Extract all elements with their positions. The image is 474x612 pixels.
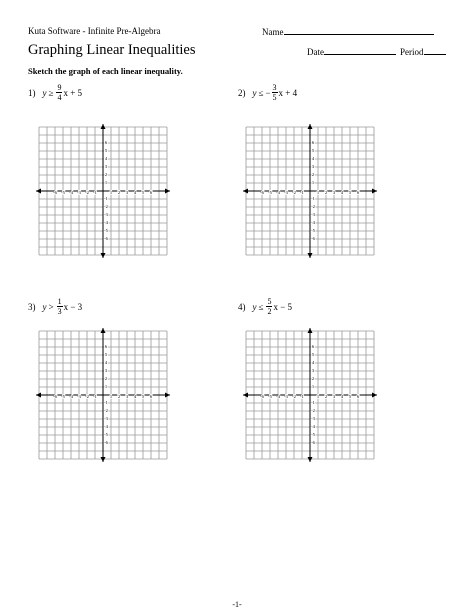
x-tick-label: 1 [316, 190, 320, 196]
x-tick-label: -2 [85, 394, 89, 400]
x-tick-label: 5 [348, 394, 352, 400]
y-tick-label: 1 [311, 180, 315, 186]
y-tick-label: 3 [311, 368, 315, 374]
y-tick-label: 4 [104, 156, 108, 162]
y-arrow-up [101, 124, 106, 129]
x-tick-label: -1 [300, 394, 304, 400]
y-tick-label: -2 [104, 408, 108, 414]
y-tick-label: 1 [311, 384, 315, 390]
x-tick-label: -5 [61, 190, 65, 196]
x-tick-label: -4 [69, 190, 73, 196]
y-tick-label: -4 [311, 424, 315, 430]
expression-rest: x + 4 [278, 87, 298, 98]
x-arrow-right [372, 189, 377, 194]
y-tick-label: -6 [311, 236, 315, 242]
instructions: Sketch the graph of each linear inequality. [28, 66, 183, 76]
x-tick-label: -5 [268, 190, 272, 196]
x-tick-label: -3 [77, 394, 81, 400]
y-tick-label: 5 [104, 352, 108, 358]
y-tick-label: 6 [311, 344, 315, 350]
y-tick-label: -6 [104, 236, 108, 242]
expression-rest: x + 5 [63, 87, 83, 98]
problem-number: 2) [238, 87, 246, 98]
name-blank[interactable] [284, 26, 434, 35]
x-tick-label: 3 [125, 394, 129, 400]
y-arrow-up [308, 328, 313, 333]
y-tick-label: -2 [311, 408, 315, 414]
y-tick-label: -5 [104, 432, 108, 438]
x-tick-label: 3 [125, 190, 129, 196]
coordinate-grid-4[interactable] [243, 328, 377, 462]
problem-number: 3) [28, 301, 36, 312]
x-tick-label: 6 [149, 190, 153, 196]
x-tick-label: 1 [109, 190, 113, 196]
x-tick-label: 2 [117, 190, 121, 196]
relation: > [48, 301, 54, 312]
problem-4 [238, 297, 292, 316]
x-tick-label: -4 [276, 190, 280, 196]
y-tick-label: 4 [311, 360, 315, 366]
x-tick-label: 4 [340, 394, 344, 400]
x-tick-label: -4 [69, 394, 73, 400]
x-tick-label: -5 [61, 394, 65, 400]
y-tick-label: 6 [104, 140, 108, 146]
x-tick-label: -3 [284, 394, 288, 400]
x-tick-label: 6 [356, 394, 360, 400]
variable: y [42, 87, 47, 98]
y-tick-label: 3 [104, 164, 108, 170]
y-tick-label: -4 [311, 220, 315, 226]
x-tick-label: -2 [292, 190, 296, 196]
variable: y [252, 301, 257, 312]
fraction [266, 297, 272, 316]
x-tick-label: 5 [348, 190, 352, 196]
y-tick-label: 3 [311, 164, 315, 170]
coordinate-grid-3[interactable] [36, 328, 170, 462]
relation: ≤ [258, 301, 264, 312]
y-arrow-down [101, 253, 106, 258]
y-tick-label: -5 [311, 432, 315, 438]
y-tick-label: -3 [104, 212, 108, 218]
y-tick-label: 1 [104, 384, 108, 390]
y-tick-label: -4 [104, 424, 108, 430]
x-tick-label: -1 [93, 190, 97, 196]
x-arrow-left [36, 189, 41, 194]
y-tick-label: 2 [104, 172, 108, 178]
problem-3 [28, 297, 82, 316]
sign: − [265, 87, 271, 98]
x-tick-label: 6 [356, 190, 360, 196]
x-tick-label: 6 [149, 394, 153, 400]
x-tick-label: -5 [268, 394, 272, 400]
x-tick-label: -6 [53, 394, 57, 400]
x-tick-label: 5 [141, 394, 145, 400]
y-tick-label: 5 [104, 148, 108, 154]
y-tick-label: 3 [104, 368, 108, 374]
numerator: 1 [57, 297, 62, 306]
x-tick-label: -6 [260, 190, 264, 196]
x-tick-label: -2 [85, 190, 89, 196]
y-tick-label: -6 [104, 440, 108, 446]
x-tick-label: 3 [332, 394, 336, 400]
problem-number: 4) [238, 301, 246, 312]
x-tick-label: 2 [324, 394, 328, 400]
y-tick-label: 2 [311, 376, 315, 382]
name-label: Name [262, 27, 284, 37]
page-title: Graphing Linear Inequalities [28, 42, 196, 58]
y-tick-label: 6 [311, 140, 315, 146]
y-tick-label: -4 [104, 220, 108, 226]
x-tick-label: 5 [141, 190, 145, 196]
x-tick-label: 3 [332, 190, 336, 196]
x-tick-label: -6 [53, 190, 57, 196]
y-arrow-down [308, 457, 313, 462]
expression-rest: x − 3 [63, 301, 83, 312]
fraction [57, 297, 63, 316]
y-arrow-down [101, 457, 106, 462]
y-tick-label: -2 [311, 204, 315, 210]
y-tick-label: 5 [311, 148, 315, 154]
x-tick-label: 2 [117, 394, 121, 400]
x-tick-label: -2 [292, 394, 296, 400]
problem-2 [238, 83, 297, 102]
x-tick-label: -1 [93, 394, 97, 400]
x-arrow-right [372, 393, 377, 398]
variable: y [42, 301, 47, 312]
y-tick-label: -6 [311, 440, 315, 446]
problem-number: 1) [28, 87, 36, 98]
numerator: 3 [272, 83, 277, 92]
denominator: 3 [57, 307, 62, 316]
variable: y [252, 87, 257, 98]
coordinate-grid-2[interactable] [243, 124, 377, 258]
denominator: 5 [272, 93, 277, 102]
y-tick-label: 2 [311, 172, 315, 178]
y-tick-label: -1 [104, 196, 108, 202]
fraction [56, 83, 62, 102]
numerator: 9 [57, 83, 62, 92]
y-tick-label: -5 [104, 228, 108, 234]
x-tick-label: 2 [324, 190, 328, 196]
x-arrow-left [36, 393, 41, 398]
x-tick-label: 1 [109, 394, 113, 400]
y-tick-label: -3 [104, 416, 108, 422]
x-tick-label: -4 [276, 394, 280, 400]
x-tick-label: 4 [340, 190, 344, 196]
x-arrow-left [243, 393, 248, 398]
date-field[interactable] [307, 46, 396, 57]
period-blank[interactable] [424, 46, 446, 55]
numerator: 5 [267, 297, 272, 306]
y-tick-label: 4 [311, 156, 315, 162]
y-arrow-down [308, 253, 313, 258]
relation: ≥ [48, 87, 54, 98]
y-tick-label: 5 [311, 352, 315, 358]
coordinate-grid-1[interactable] [36, 124, 170, 258]
name-field[interactable] [262, 26, 434, 37]
x-arrow-left [243, 189, 248, 194]
expression-rest: x − 5 [273, 301, 293, 312]
y-tick-label: 6 [104, 344, 108, 350]
y-tick-label: 2 [104, 376, 108, 382]
y-tick-label: 1 [104, 180, 108, 186]
x-arrow-right [165, 393, 170, 398]
period-field[interactable] [400, 46, 446, 57]
x-tick-label: -3 [77, 190, 81, 196]
y-tick-label: -3 [311, 416, 315, 422]
denominator: 4 [57, 93, 62, 102]
x-tick-label: 4 [133, 394, 137, 400]
y-tick-label: -2 [104, 204, 108, 210]
y-tick-label: -1 [311, 196, 315, 202]
y-arrow-up [101, 328, 106, 333]
relation: ≤ [258, 87, 264, 98]
y-tick-label: -3 [311, 212, 315, 218]
date-label: Date [307, 47, 324, 57]
x-tick-label: -1 [300, 190, 304, 196]
denominator: 2 [267, 307, 272, 316]
period-label: Period [400, 47, 424, 57]
x-tick-label: -3 [284, 190, 288, 196]
y-tick-label: 4 [104, 360, 108, 366]
x-tick-label: 4 [133, 190, 137, 196]
x-tick-label: 1 [316, 394, 320, 400]
y-tick-label: -1 [104, 400, 108, 406]
fraction [272, 83, 278, 102]
x-arrow-right [165, 189, 170, 194]
y-arrow-up [308, 124, 313, 129]
date-blank[interactable] [324, 46, 396, 55]
page-number: -1- [232, 600, 242, 609]
y-tick-label: -5 [311, 228, 315, 234]
y-tick-label: -1 [311, 400, 315, 406]
problem-1 [28, 83, 82, 102]
x-tick-label: -6 [260, 394, 264, 400]
publisher-label: Kuta Software - Infinite Pre-Algebra [28, 26, 161, 36]
